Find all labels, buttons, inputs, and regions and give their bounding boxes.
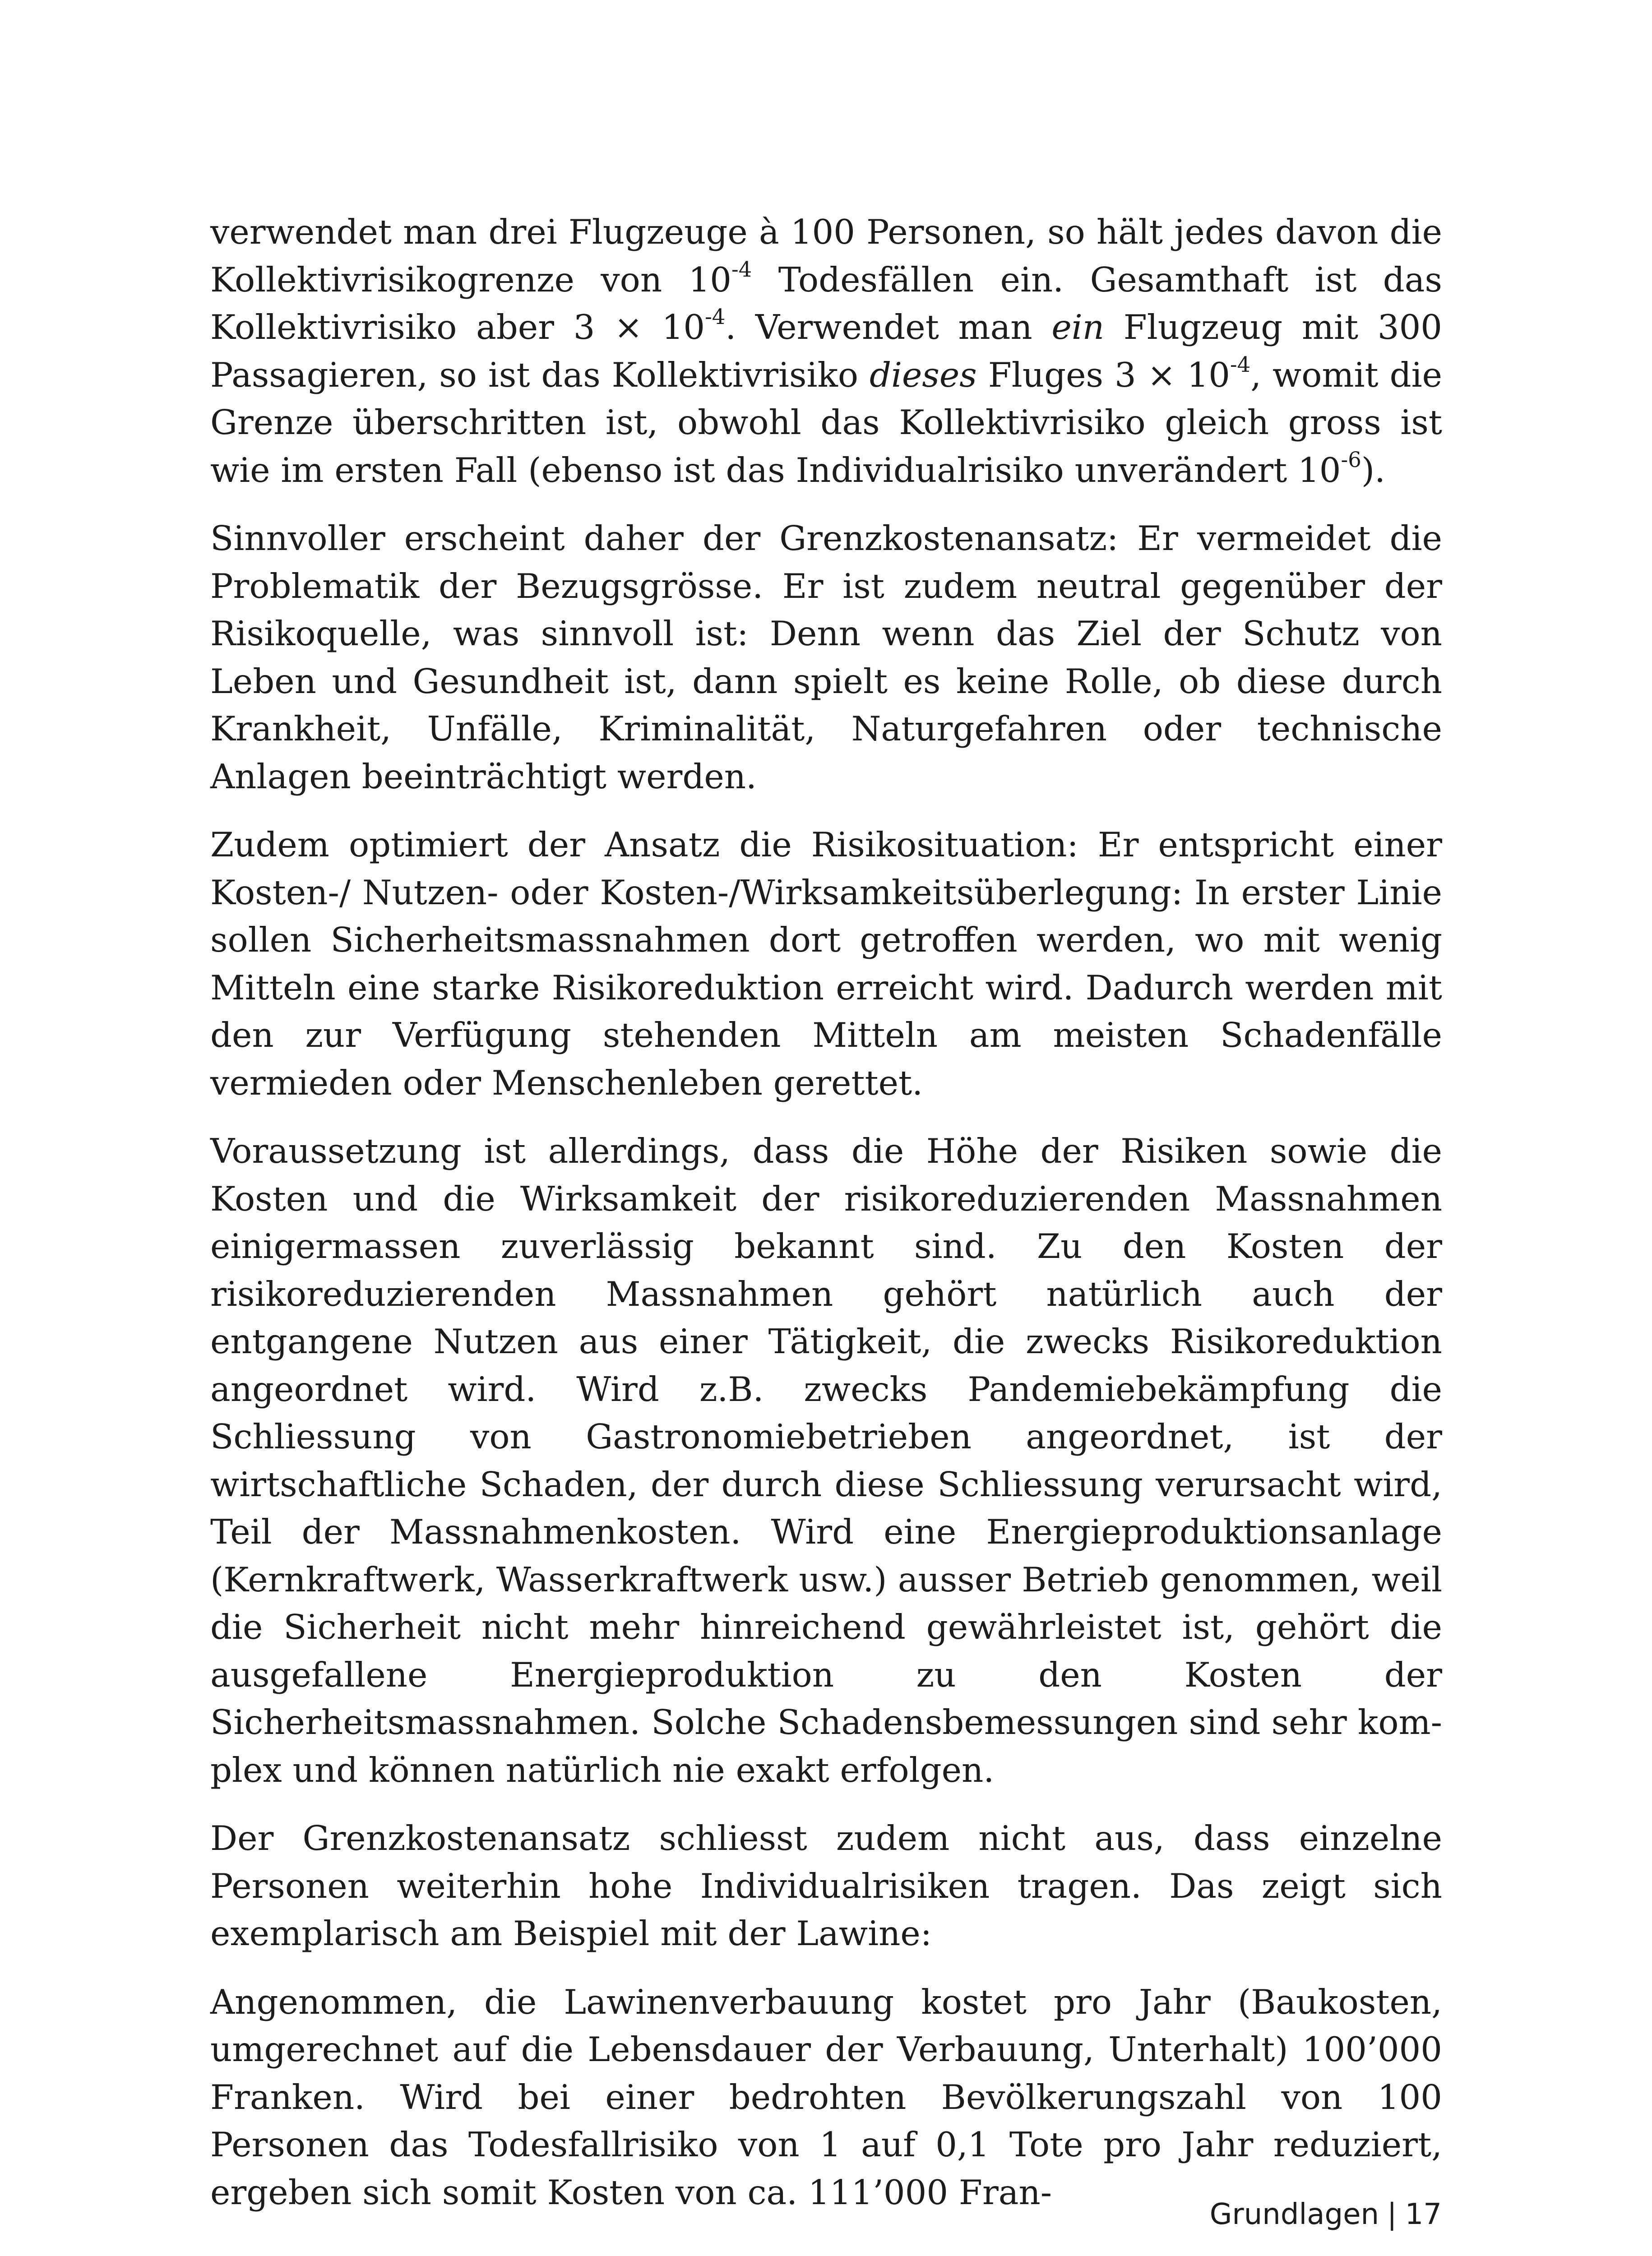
footer-separator: |: [1387, 2198, 1397, 2231]
exponent: -4: [731, 257, 752, 282]
paragraph-4: Voraussetzung ist allerdings, dass die Höhe der Risiken sowie die Kosten und die Wirksamkeit der risikoreduzierenden Massnahmen einigermassen zuverlässig bekannt sind. Zu den Kosten der risikoreduzierenden Massnahmen gehört natürlich auch der entgangene Nutzen aus einer Tätigkeit, die zwecks Risikoreduktion angeordnet wird. Wird z.B. zwecks Pandemiebekämpfung die Schliessung von Gastronomiebetrieben angeordnet, ist der wirtschaftliche Schaden, der durch diese Schliessung verursacht wird, Teil der Massnahmenkosten. Wird eine Energieproduktionsanlage (Kernkraftwerk, Wasserkraftwerk usw.) ausser Betrieb genommen, weil die Sicherheit nicht mehr hinreichend gewährleistet ist, gehört die ausgefallene Energieproduktion zu den Kosten der Sicherheitsmassnahmen. Solche Schadensbemessungen sind sehr komplex und können natürlich nie exakt erfolgen.: [210, 1131, 1442, 1790]
page-number: 17: [1405, 2198, 1442, 2231]
footer-section-title: Grundlagen: [1209, 2198, 1379, 2231]
exponent: -4: [1230, 352, 1251, 377]
body-text: [210, 208, 1442, 2216]
paragraph-6: Angenommen, die Lawinenverbauung kostet pro Jahr (Baukosten, umgerechnet auf die Lebensdauer der Verbauung, Unterhalt) 100’000 Franken. Wird bei einer bedrohten Bevölkerungszahl von 100 Personen das Todesfallrisiko von 1 auf 0,1 Tote pro Jahr reduziert, ergeben sich somit Kosten von ca. 111’000 Fran-: [210, 1982, 1442, 2212]
emphasis: ein: [1051, 307, 1105, 347]
paragraph-5: Der Grenzkostenansatz schliesst zudem nicht aus, dass einzelne Personen weiterhin hohe Individualrisiken tragen. Das zeigt sich exemplarisch am Beispiel mit der Lawine:: [210, 1818, 1442, 1953]
paragraph-2: Sinnvoller erscheint daher der Grenzkostenansatz: Er vermeidet die Problematik der Bezugsgrösse. Er ist zudem neutral gegenüber der Risikoquelle, was sinnvoll ist: Denn wenn das Ziel der Schutz von Leben und Gesundheit ist, dann spielt es keine Rolle, ob diese durch Krankheit, Unfälle, Kriminalität, Naturgefahren oder technische Anlagen beeinträchtigt werden.: [210, 518, 1442, 796]
page-footer: [1210, 2196, 1442, 2233]
exponent: -4: [705, 305, 726, 329]
paragraph-3: Zudem optimiert der Ansatz die Risikosituation: Er entspricht einer Kosten-/ Nutzen- oder Kosten-/Wirksamkeitsüberlegung: In erster Linie sollen Sicherheitsmassnahmen dort getroffen werden, wo mit wenig Mitteln eine starke Risikoreduktion erreicht wird. Dadurch werden mit den zur Verfügung stehenden Mitteln am meisten Schadenfälle vermieden oder Menschenleben gerettet.: [210, 825, 1442, 1103]
paragraph-1: verwendet man drei Flugzeuge à 100 Personen, so hält jedes davon die Kollektivrisikogrenze von $10^{-4}$ Todesfällen ein. Gesamthaft ist das Kollektivrisiko aber $3 \times 10^{-4}$. Verwendet man ein Flugzeug mit 300 Passagieren, so ist das Kollektivrisiko dieses Fluges $3 \times 10^{-4}$, womit die Grenze überschritten ist, obwohl das Kollektivrisiko gleich gross ist wie im ersten Fall (ebenso ist das Individualrisiko unverändert $10^{-6}$).: [210, 212, 1443, 490]
emphasis: dieses: [870, 355, 977, 395]
exponent: -6: [1341, 447, 1361, 472]
